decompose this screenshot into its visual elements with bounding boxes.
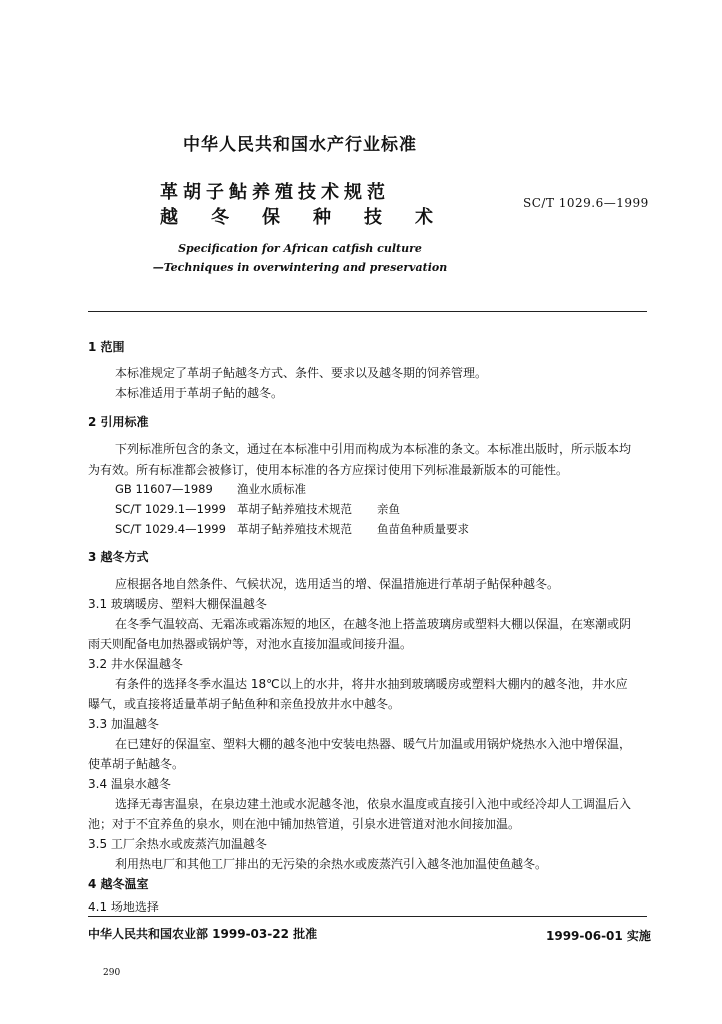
section-3-intro: 应根据各地自然条件、气候状况，选用适当的增、保温措施进行革胡子鲇保种越冬。 xyxy=(115,577,560,591)
page-number: 290 xyxy=(103,968,121,978)
section-3-heading: 3 越冬方式 xyxy=(88,550,149,564)
approval-line: 中华人民共和国农业部 1999-03-22 批准 xyxy=(88,927,318,941)
reference-title: 革胡子鲇养殖技术规范 xyxy=(237,522,352,536)
reference-code: SC/T 1029.4—1999 xyxy=(115,522,226,536)
reference-code: GB 11607—1989 xyxy=(115,482,213,496)
section-3-5-heading: 3.5 工厂余热水或废蒸汽加温越冬 xyxy=(88,837,267,851)
section-3-4-line-1: 选择无毒害温泉，在泉边建土池或水泥越冬池，依泉水温度或直接引入池中或经冷却人工调温后入 xyxy=(115,797,632,811)
reference-code: SC/T 1029.1—1999 xyxy=(115,502,226,516)
reference-subtitle: 鱼苗鱼种质量要求 xyxy=(377,522,469,536)
issuer-title: 中华人民共和国水产行业标准 xyxy=(183,135,417,155)
section-1-para-2: 本标准适用于革胡子鲇的越冬。 xyxy=(115,386,284,400)
footer-divider xyxy=(88,916,647,917)
section-3-1-heading: 3.1 玻璃暖房、塑料大棚保温越冬 xyxy=(88,597,267,611)
english-title-line-2: —Techniques in overwintering and preservation xyxy=(152,261,448,274)
section-3-1-line-2: 雨天则配备电加热器或锅炉等，对池水直接加温或间接升温。 xyxy=(88,637,413,651)
section-3-2-heading: 3.2 井水保温越冬 xyxy=(88,657,183,671)
section-3-1-line-1: 在冬季气温较高、无霜冻或霜冻短的地区，在越冬池上搭盖玻璃房或塑料大棚以保温，在寒潮或阴 xyxy=(115,617,632,631)
effective-date: 1999-06-01 实施 xyxy=(546,929,651,943)
section-3-2-line-2: 曝气，或直接将适量革胡子鲇鱼种和亲鱼投放井水中越冬。 xyxy=(88,697,401,711)
reference-item xyxy=(115,501,400,517)
section-3-4-line-2: 池；对于不宜养鱼的泉水，则在池中铺加热管道，引泉水进管道对池水间接加温。 xyxy=(88,817,521,831)
section-1-heading: 1 范围 xyxy=(88,340,125,354)
header-divider xyxy=(88,311,647,312)
chinese-title-line-1: 革胡子鲇养殖技术规范 xyxy=(160,182,390,203)
section-4-1-heading: 4.1 场地选择 xyxy=(88,900,159,914)
section-2-para-line-2: 为有效。所有标准都会被修订，使用本标准的各方应探讨使用下列标准最新版本的可能性。 xyxy=(88,463,569,477)
reference-title: 革胡子鲇养殖技术规范 xyxy=(237,502,352,516)
section-3-4-heading: 3.4 温泉水越冬 xyxy=(88,777,171,791)
section-3-3-heading: 3.3 加温越冬 xyxy=(88,717,159,731)
section-2-para-line-1: 下列标准所包含的条文，通过在本标准中引用而构成为本标准的条文。本标准出版时，所示版本均 xyxy=(115,442,632,456)
chinese-title-line-2: 越冬保种技术 xyxy=(160,207,466,228)
section-3-3-line-2: 使革胡子鲇越冬。 xyxy=(88,757,185,771)
english-title-line-1: Specification for African catfish culture xyxy=(178,242,422,255)
section-4-heading: 4 越冬温室 xyxy=(88,877,149,891)
section-1-para-1: 本标准规定了革胡子鲇越冬方式、条件、要求以及越冬期的饲养管理。 xyxy=(115,366,488,380)
reference-title: 渔业水质标准 xyxy=(237,482,306,496)
section-2-heading: 2 引用标准 xyxy=(88,415,149,429)
standard-code: SC/T 1029.6—1999 xyxy=(523,196,649,210)
section-3-5-line-1: 利用热电厂和其他工厂排出的无污染的余热水或废蒸汽引入越冬池加温使鱼越冬。 xyxy=(115,857,548,871)
reference-item xyxy=(115,481,306,497)
reference-subtitle: 亲鱼 xyxy=(377,502,400,516)
section-3-2-line-1: 有条件的选择冬季水温达 18℃以上的水井，将井水抽到玻璃暖房或塑料大棚内的越冬池，井水应 xyxy=(115,677,628,691)
reference-item xyxy=(115,521,469,537)
section-3-3-line-1: 在已建好的保温室、塑料大棚的越冬池中安装电热器、暖气片加温或用锅炉烧热水入池中增保温， xyxy=(115,737,632,751)
